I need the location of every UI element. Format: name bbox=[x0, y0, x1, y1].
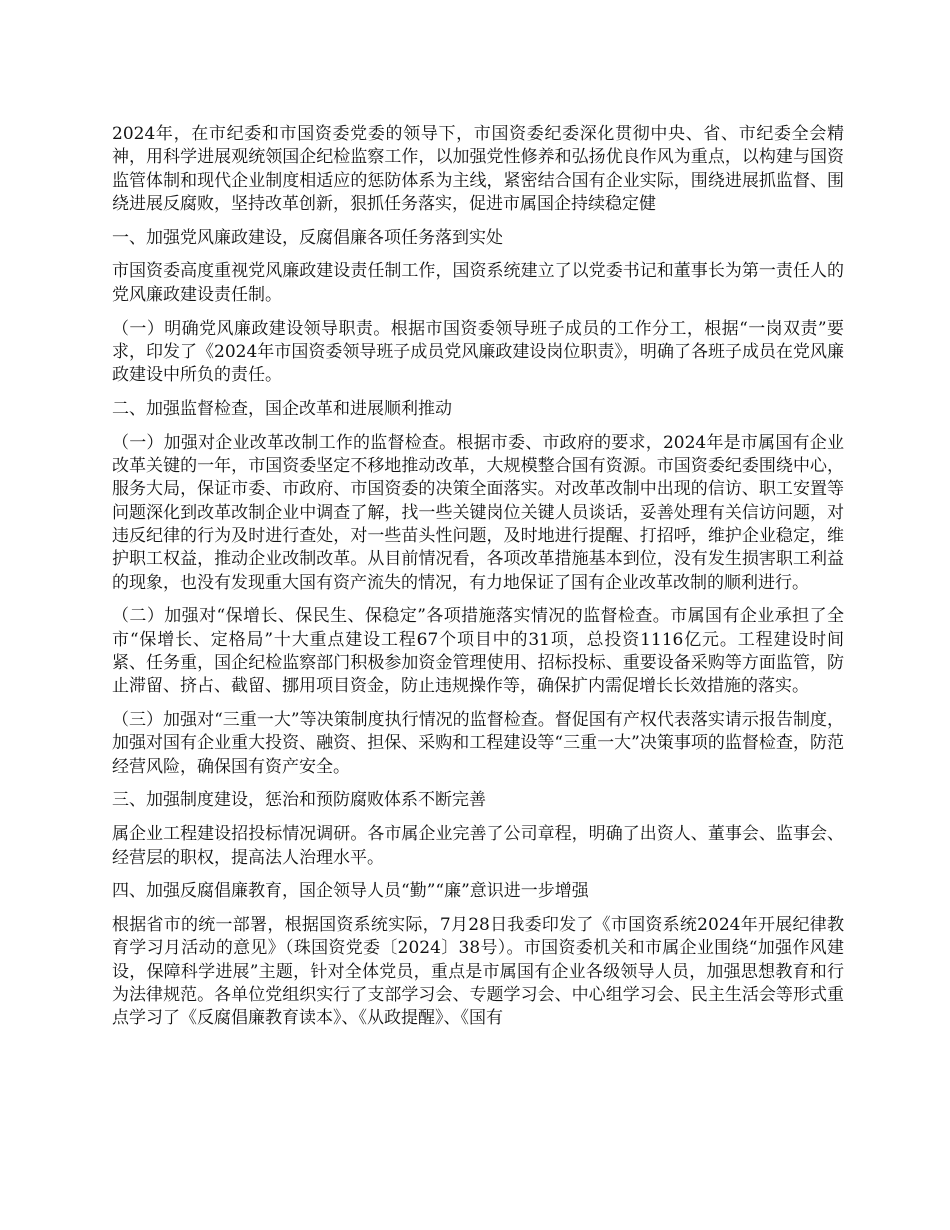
document-body bbox=[112, 123, 844, 1041]
section-heading-2: 二、加强监督检查，国企改革和进展顺利推动 bbox=[112, 398, 452, 419]
body-paragraph: 市国资委高度重视党风廉政建设责任制工作，国资系统建立了以党委书记和董事长为第一责任人的党风廉政建设责任制。 bbox=[112, 261, 844, 305]
body-paragraph: （一）加强对企业改革改制工作的监督检查。根据市委、市政府的要求，2024年是市属国有企业改革关键的一年，市国资委坚定不移地推动改革，大规模整合国有资源。市国资委纪委围绕中心，服务大局，保证市委、市政府、市国资委的决策全面落实。对改革改制中出现的信访、职工安置等问题深化到改革改制企业中调查了解，找一些关键岗位关键人员谈话，妥善处理有关信访问题，对违反纪律的行为及时进行查处，对一些苗头性问题，及时地进行提醒、打招呼，维护企业稳定，维护职工权益，推动企业改制改革。从目前情况看，各项改革措施基本到位，没有发生损害职工利益的现象，也没有发现重大国有资产流失的情况，有力地保证了国有企业改革改制的顺利进行。 bbox=[112, 432, 844, 593]
body-paragraph: （一）明确党风廉政建设领导职责。根据市国资委领导班子成员的工作分工，根据“一岗双责”要求，印发了《2024年市国资委领导班子成员党风廉政建设岗位职责》，明确了各班子成员在党风廉政建设中所负的责任。 bbox=[112, 318, 844, 386]
section-heading-3: 三、加强制度建设，惩治和预防腐败体系不断完善 bbox=[112, 790, 486, 811]
body-paragraph: 根据省市的统一部署，根据国资系统实际，7月28日我委印发了《市国资系统2024年开展纪律教育学习月活动的意见》（珠国资党委〔2024〕38号）。市国资委机关和市属企业围绕“加强作风建设，保障科学进展”主题，针对全体党员，重点是市属国有企业各级领导人员，加强思想教育和行为法律规范。各单位党组织实行了支部学习会、专题学习会、中心组学习会、民主生活会等形式重点学习了《反腐倡廉教育读本》、《从政提醒》、《国有 bbox=[112, 915, 844, 1029]
section-heading-4: 四、加强反腐倡廉教育，国企领导人员“勤”“廉”意识进一步增强 bbox=[112, 881, 589, 902]
body-paragraph: （二）加强对“保增长、保民生、保稳定”各项措施落实情况的监督检查。市属国有企业承担了全市“保增长、定格局”十大重点建设工程67个项目中的31项，总投资1116亿元。工程建设时间紧、任务重，国企纪检监察部门积极参加资金管理使用、招标投标、重要设备采购等方面监管，防止滞留、挤占、截留、挪用项目资金，防止违规操作等，确保扩内需促增长长效措施的落实。 bbox=[112, 606, 844, 697]
section-heading-1: 一、加强党风廉政建设，反腐倡廉各项任务落到实处 bbox=[112, 227, 503, 248]
intro-paragraph: 2024年，在市纪委和市国资委党委的领导下，市国资委纪委深化贯彻中央、省、市纪委全会精神，用科学进展观统领国企纪检监察工作，以加强党性修养和弘扬优良作风为重点，以构建与国资监管体制和现代企业制度相适应的惩防体系为主线，紧密结合国有企业实际，围绕进展抓监督、围绕进展反腐败，坚持改革创新，狠抓任务落实，促进市属国企持续稳定健 bbox=[112, 124, 844, 214]
body-paragraph: 属企业工程建设招投标情况调研。各市属企业完善了公司章程，明确了出资人、董事会、监事会、经营层的职权，提高法人治理水平。 bbox=[112, 824, 844, 868]
body-paragraph: （三）加强对“三重一大”等决策制度执行情况的监督检查。督促国有产权代表落实请示报告制度，加强对国有企业重大投资、融资、担保、采购和工程建设等“三重一大”决策事项的监督检查，防范经营风险，确保国有资产安全。 bbox=[112, 710, 844, 777]
